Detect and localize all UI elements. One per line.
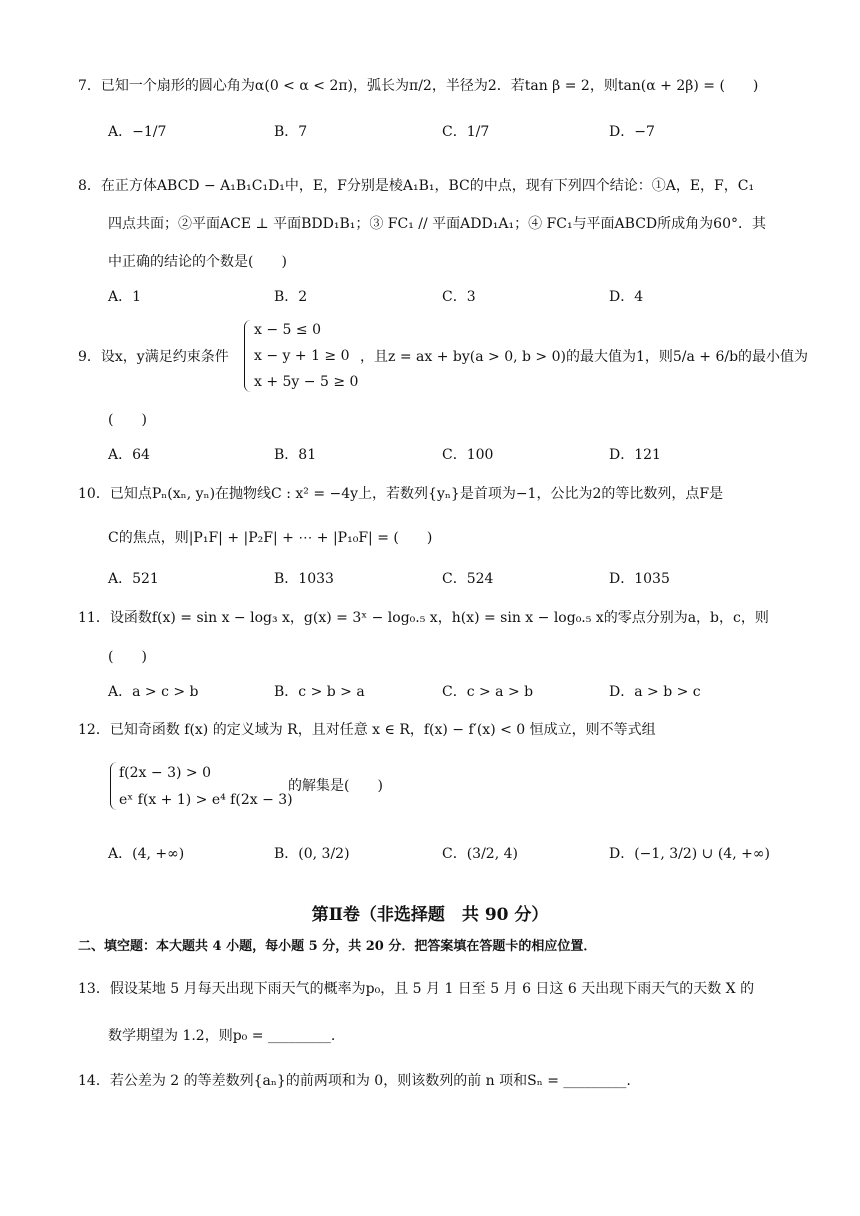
q11-option-b: B．c > b > a xyxy=(274,684,365,700)
q9-option-a: A．64 xyxy=(108,447,150,463)
q12-stem-line1: 12．已知奇函数 f(x) 的定义域为 R，且对任意 x ∈ R，f(x) − f′(x) < 0 恒成立，则不等式组 xyxy=(78,722,656,738)
q11-stem-line1: 11．设函数f(x) = sin x − log₃ x，g(x) = 3ˣ − log₀.₅ x，h(x) = sin x − log₀.₅ x的零点分别为a，b，c，则 xyxy=(78,610,769,626)
q10-option-c: C．524 xyxy=(442,571,494,587)
q9-constraint-1: x − 5 ≤ 0 xyxy=(254,322,321,338)
q10-option-a: A．521 xyxy=(108,571,159,587)
q9-lead: 9．设x，y满足约束条件 xyxy=(78,349,229,365)
q9-paren: ( ) xyxy=(108,412,147,428)
q9-option-c: C．100 xyxy=(442,447,494,463)
q10-option-b: B．1033 xyxy=(274,571,334,587)
q7-stem: 7．已知一个扇形的圆心角为α(0 < α < 2π)，弧长为π/2，半径为2．若tan β = 2，则tan(α + 2β) = ( ) xyxy=(78,78,759,94)
q9-constraint-2: x − y + 1 ≥ 0 xyxy=(254,348,350,364)
q11-option-a: A．a > c > b xyxy=(108,684,199,700)
q8-option-a: A．1 xyxy=(108,289,142,305)
q8-option-c: C．3 xyxy=(442,289,476,305)
q8-option-b: B．2 xyxy=(274,289,308,305)
q11-option-c: C．c > a > b xyxy=(442,684,534,700)
q9-constraint-3: x + 5y − 5 ≥ 0 xyxy=(254,374,359,390)
q12-stem-line2: 的解集是( ) xyxy=(288,778,383,794)
q8-stem-line3: 中正确的结论的个数是( ) xyxy=(108,254,287,270)
q10-stem-line1: 10．已知点Pₙ(xₙ, yₙ)在抛物线C : x² = −4y上，若数列{yₙ}是首项为−1，公比为2的等比数列，点F是 xyxy=(78,486,724,502)
q8-stem-line1: 8．在正方体ABCD − A₁B₁C₁D₁中，E，F分别是棱A₁B₁，BC的中点，现有下列四个结论：①A，E，F，C₁ xyxy=(78,178,755,194)
q9-option-b: B．81 xyxy=(274,447,317,463)
q13-stem-line2: 数学期望为 1.2，则p₀ = _________. xyxy=(108,1028,336,1044)
q7-option-d: D．−7 xyxy=(609,124,655,140)
q8-option-d: D．4 xyxy=(609,289,644,305)
q10-stem-line2: C的焦点，则|P₁F| + |P₂F| + ⋯ + |P₁₀F| = ( ) xyxy=(108,530,433,546)
q11-stem-line2: ( ) xyxy=(108,649,147,665)
q12-option-d: D．(−1, 3/2) ∪ (4, +∞) xyxy=(609,846,770,862)
q12-system-brace xyxy=(110,762,117,810)
q8-stem-line2: 四点共面；②平面ACE ⊥ 平面BDD₁B₁；③ FC₁ // 平面ADD₁A₁；④ FC₁与平面ABCD所成角为60°．其 xyxy=(108,216,766,232)
q12-system-1: f(2x − 3) > 0 xyxy=(119,765,211,781)
q9-system-brace xyxy=(244,320,251,392)
q12-option-b: B．(0, 3/2) xyxy=(274,846,350,862)
q14-stem: 14．若公差为 2 的等差数列{aₙ}的前两项和为 0，则该数列的前 n 项和Sₙ = _________. xyxy=(78,1073,631,1089)
q12-option-a: A．(4, +∞) xyxy=(108,846,185,862)
part2-title: 第Ⅱ卷（非选择题 共 90 分） xyxy=(311,905,549,925)
q13-stem-line1: 13．假设某地 5 月每天出现下雨天气的概率为p₀，且 5 月 1 日至 5 月 6 日这 6 天出现下雨天气的天数 X 的 xyxy=(78,981,755,997)
q7-option-c: C．1/7 xyxy=(442,124,490,140)
q12-system-2: eˣ f(x + 1) > e⁴ f(2x − 3) xyxy=(119,792,293,808)
q7-option-b: B．7 xyxy=(274,124,308,140)
q10-option-d: D．1035 xyxy=(609,571,670,587)
q9-tail: ，且z = ax + by(a > 0, b > 0)的最大值为1，则5/a + 6/b的最小值为 xyxy=(360,349,809,365)
q9-option-d: D．121 xyxy=(609,447,661,463)
section2-heading: 二、填空题：本大题共 4 小题，每小题 5 分，共 20 分．把答案填在答题卡的相应位置． xyxy=(78,939,597,954)
q7-option-a: A．−1/7 xyxy=(108,124,167,140)
q11-option-d: D．a > b > c xyxy=(609,684,701,700)
q12-option-c: C．(3/2, 4) xyxy=(442,846,518,862)
